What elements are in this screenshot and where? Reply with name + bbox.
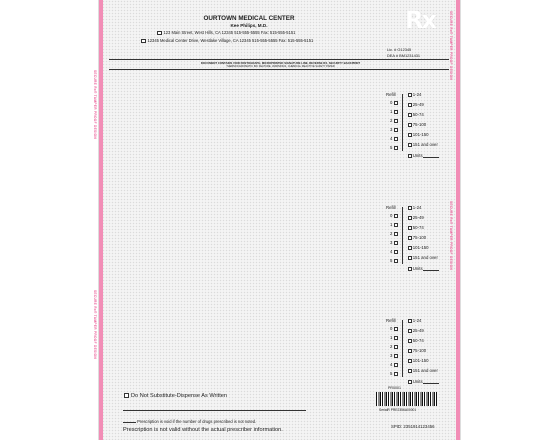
qty-1-label: 1-24 [412, 92, 422, 97]
qty-1-label: 1-24 [412, 205, 422, 210]
qty-5-checkbox[interactable] [408, 246, 412, 250]
security-warning-2: THERMOCHROMATIC INK FEATURE, WARNINGS, CHEMICAL REACTIVE SAFETY PAPER [226, 65, 335, 68]
units-field[interactable] [406, 379, 439, 384]
address-2-text: 12345 Medical Center Drive, Westlake Village, CA 12345 515-555-5555 Fax: 515-555-5151 [147, 38, 314, 43]
address-1-text: 123 Main Street, West Hills, CA 12345 515-555-5555 Fax: 515-555-5151 [163, 30, 296, 35]
refill-5-label: 5 [390, 258, 393, 263]
side-text-left-1: SECURE Rx® TAMPER PROOF DESIGN [93, 70, 97, 140]
qty-option-5[interactable] [406, 245, 429, 250]
qty-3-checkbox[interactable] [408, 226, 412, 230]
qty-6-checkbox[interactable] [408, 369, 412, 373]
qty-option-1[interactable] [406, 318, 421, 323]
refill-1-checkbox[interactable] [394, 336, 398, 340]
refill-block-2 [386, 205, 456, 271]
qty-2-label: 25-49 [412, 328, 424, 333]
qty-option-3[interactable] [406, 112, 424, 117]
qty-1-label: 1-24 [412, 318, 422, 323]
qty-option-1[interactable] [406, 92, 421, 97]
address-option-1[interactable] [157, 30, 295, 35]
qty-5-checkbox[interactable] [408, 133, 412, 137]
units-line[interactable] [423, 383, 439, 384]
refill-0-checkbox[interactable] [394, 214, 398, 218]
qty-3-label: 50-74 [412, 112, 424, 117]
units-line[interactable] [423, 157, 439, 158]
qty-option-3[interactable] [406, 225, 424, 230]
refill-4-label: 4 [390, 362, 393, 367]
address-1-checkbox[interactable] [157, 31, 162, 36]
units-checkbox[interactable] [408, 267, 412, 271]
qty-option-4[interactable] [406, 235, 426, 240]
refill-5[interactable] [390, 258, 398, 263]
refill-label: Refill [386, 318, 396, 323]
qty-option-4[interactable] [406, 348, 426, 353]
refill-0[interactable] [390, 213, 398, 218]
refill-2[interactable] [390, 344, 398, 349]
qty-6-checkbox[interactable] [408, 256, 412, 260]
refill-0-label: 0 [390, 100, 393, 105]
units-checkbox[interactable] [408, 380, 412, 384]
qty-5-checkbox[interactable] [408, 359, 412, 363]
units-label: Units [412, 266, 423, 271]
refill-2-label: 2 [390, 118, 393, 123]
refill-2-checkbox[interactable] [394, 119, 398, 123]
prescriber-name: Kee Philips, M.D. [230, 23, 268, 28]
address-option-2[interactable] [141, 38, 313, 43]
units-line[interactable] [423, 270, 439, 271]
signature-line[interactable] [123, 410, 306, 411]
units-label: Units [412, 153, 423, 158]
barcode [376, 392, 437, 406]
void-notice [123, 419, 256, 424]
do-not-substitute-checkbox[interactable] [124, 393, 129, 398]
qty-1-checkbox[interactable] [408, 319, 412, 323]
refill-3-checkbox[interactable] [394, 241, 398, 245]
refill-4[interactable] [390, 362, 398, 367]
batch-number: PR0001 [388, 386, 401, 390]
refill-5[interactable] [390, 371, 398, 376]
refill-0-checkbox[interactable] [394, 101, 398, 105]
refill-0[interactable] [390, 100, 398, 105]
qty-2-checkbox[interactable] [408, 329, 412, 333]
qty-option-6[interactable] [406, 142, 438, 147]
qty-6-label: 151 and over [412, 142, 438, 147]
refill-2-checkbox[interactable] [394, 345, 398, 349]
qty-6-checkbox[interactable] [408, 143, 412, 147]
do-not-substitute-option[interactable] [124, 393, 227, 399]
refill-divider [402, 94, 403, 151]
qty-option-1[interactable] [406, 205, 421, 210]
qty-option-2[interactable] [406, 102, 424, 107]
units-checkbox[interactable] [408, 154, 412, 158]
not-valid-notice: Prescription is not valid without the actual prescriber information. [123, 427, 283, 433]
refill-divider [402, 320, 403, 377]
refill-0-label: 0 [390, 326, 393, 331]
refill-3-label: 3 [390, 240, 393, 245]
refill-1-label: 1 [390, 222, 393, 227]
qty-4-label: 75-100 [412, 122, 427, 127]
refill-4-label: 4 [390, 136, 393, 141]
qty-option-6[interactable] [406, 368, 438, 373]
refill-4-checkbox[interactable] [394, 250, 398, 254]
refill-1-checkbox[interactable] [394, 110, 398, 114]
refill-5-label: 5 [390, 145, 393, 150]
refill-block-1 [386, 92, 456, 158]
address-2-checkbox[interactable] [141, 39, 146, 44]
qty-6-label: 151 and over [412, 368, 438, 373]
units-field[interactable] [406, 266, 439, 271]
qty-4-label: 75-100 [412, 235, 427, 240]
side-text-left-2: SECURE Rx® TAMPER PROOF DESIGN [93, 290, 97, 360]
refill-1[interactable] [390, 222, 398, 227]
qty-3-label: 50-74 [412, 338, 424, 343]
qty-5-label: 101-150 [412, 245, 429, 250]
qty-option-6[interactable] [406, 255, 438, 260]
units-label: Units [412, 379, 423, 384]
refill-0-label: 0 [390, 213, 393, 218]
spid-number: SPID: 2351914123456 [391, 424, 435, 429]
refill-5-checkbox[interactable] [394, 259, 398, 263]
refill-block-3 [386, 318, 456, 384]
refill-2-label: 2 [390, 344, 393, 349]
qty-1-checkbox[interactable] [408, 93, 412, 97]
security-warning-1: DOCUMENT CONTAINS VOID PANTOGRAPH, MICROPRINTED SIGNATURE LINE, REVERSE RX, SECURITY BACKPRINT [200, 61, 361, 65]
refill-label: Refill [386, 205, 396, 210]
refill-1-label: 1 [390, 335, 393, 340]
refill-5-label: 5 [390, 371, 393, 376]
refill-3-label: 3 [390, 353, 393, 358]
license-number: Lic. # G12345 [387, 47, 412, 52]
units-field[interactable] [406, 153, 439, 158]
qty-4-label: 75-100 [412, 348, 427, 353]
refill-3-checkbox[interactable] [394, 128, 398, 132]
refill-3[interactable] [390, 353, 398, 358]
qty-5-label: 101-150 [412, 132, 429, 137]
refill-4-label: 4 [390, 249, 393, 254]
refill-4-checkbox[interactable] [394, 363, 398, 367]
drug-count-line[interactable] [123, 422, 136, 423]
header-rule-top [109, 59, 449, 60]
qty-6-label: 151 and over [412, 255, 438, 260]
side-text-right-1: SECURE Rx® TAMPER PROOF DESIGN [449, 10, 453, 80]
refill-2-label: 2 [390, 231, 393, 236]
qty-1-checkbox[interactable] [408, 206, 412, 210]
qty-2-checkbox[interactable] [408, 216, 412, 220]
qty-option-3[interactable] [406, 338, 424, 343]
prescription-pad [93, 0, 461, 440]
refill-0[interactable] [390, 326, 398, 331]
side-text-right-2: SECURE Rx® TAMPER PROOF DESIGN [449, 200, 453, 270]
header-rule-bottom [109, 69, 449, 70]
refill-label: Refill [386, 92, 396, 97]
qty-5-label: 101-150 [412, 358, 429, 363]
rx-watermark: Rx [405, 6, 435, 34]
refill-3[interactable] [390, 127, 398, 132]
refill-2-checkbox[interactable] [394, 232, 398, 236]
qty-2-checkbox[interactable] [408, 103, 412, 107]
refill-0-checkbox[interactable] [394, 327, 398, 331]
refill-3-checkbox[interactable] [394, 354, 398, 358]
refill-2[interactable] [390, 118, 398, 123]
dea-number: DEA # BM1231431 [387, 53, 421, 58]
refill-divider [402, 207, 403, 264]
serial-number: SerialR PRE2356A00001 [379, 408, 417, 412]
qty-2-label: 25-49 [412, 215, 424, 220]
qty-2-label: 25-49 [412, 102, 424, 107]
qty-4-checkbox[interactable] [408, 123, 412, 127]
qty-option-2[interactable] [406, 328, 424, 333]
do-not-substitute-label: Do Not Substitute-Dispense As Written [131, 393, 227, 399]
qty-3-label: 50-74 [412, 225, 424, 230]
void-notice-text: Prescription is void if the number of drugs prescribed is not noted. [137, 419, 257, 424]
qty-3-checkbox[interactable] [408, 113, 412, 117]
refill-1-checkbox[interactable] [394, 223, 398, 227]
practice-name: OURTOWN MEDICAL CENTER [203, 15, 295, 22]
refill-3[interactable] [390, 240, 398, 245]
refill-4[interactable] [390, 249, 398, 254]
refill-1[interactable] [390, 335, 398, 340]
refill-5-checkbox[interactable] [394, 372, 398, 376]
refill-5-checkbox[interactable] [394, 146, 398, 150]
refill-1-label: 1 [390, 109, 393, 114]
qty-option-2[interactable] [406, 215, 424, 220]
refill-4[interactable] [390, 136, 398, 141]
refill-5[interactable] [390, 145, 398, 150]
refill-2[interactable] [390, 231, 398, 236]
qty-4-checkbox[interactable] [408, 236, 412, 240]
qty-3-checkbox[interactable] [408, 339, 412, 343]
qty-option-5[interactable] [406, 132, 429, 137]
refill-3-label: 3 [390, 127, 393, 132]
refill-1[interactable] [390, 109, 398, 114]
refill-4-checkbox[interactable] [394, 137, 398, 141]
qty-option-5[interactable] [406, 358, 429, 363]
qty-option-4[interactable] [406, 122, 426, 127]
qty-4-checkbox[interactable] [408, 349, 412, 353]
